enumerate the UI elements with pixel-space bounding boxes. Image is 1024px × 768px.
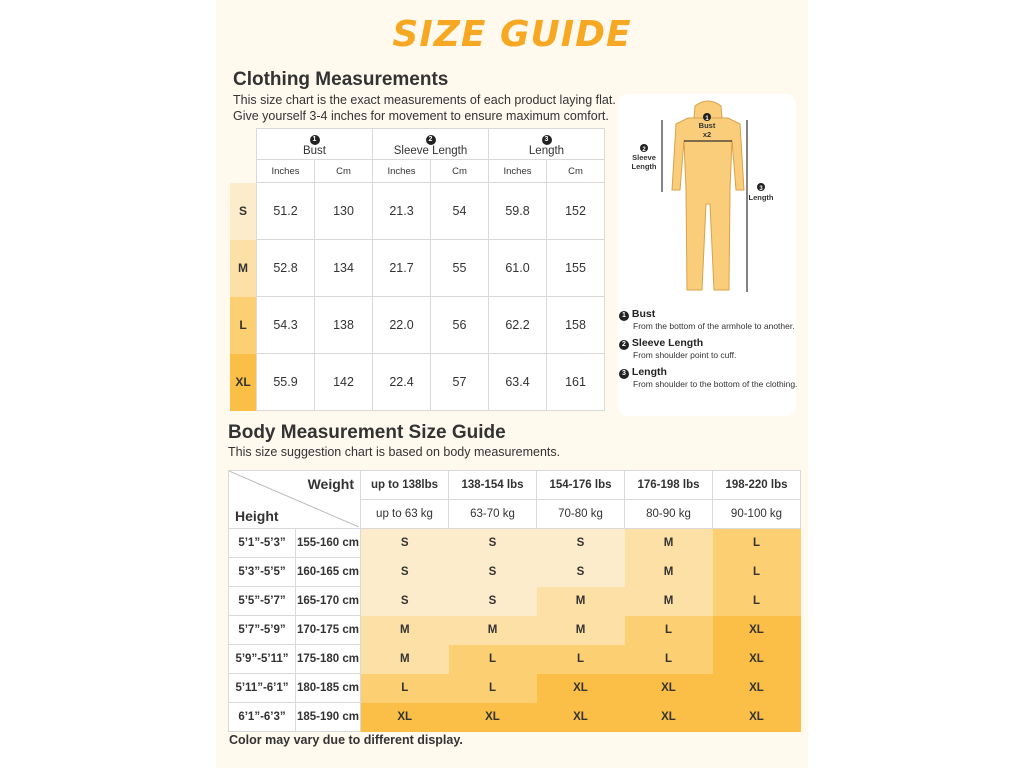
measurement-value: 21.3: [373, 183, 431, 240]
height-cm: 165-170 cm: [296, 587, 361, 616]
weight-label: Weight: [307, 476, 354, 492]
size-guide-page: [216, 0, 808, 768]
measurement-value: 56: [431, 297, 489, 354]
svg-text:3: 3: [759, 186, 763, 192]
page-title: SIZE GUIDE: [392, 14, 632, 55]
measurement-value: 158: [547, 297, 605, 354]
measurement-value: 138: [315, 297, 373, 354]
number-3-badge: 3: [542, 135, 552, 145]
clothing-row: [230, 240, 605, 297]
height-row: [229, 587, 801, 616]
weight-kg-header: 63-70 kg: [449, 500, 537, 529]
body-desc: This size suggestion chart is based on body measurements.: [228, 445, 561, 459]
legend-item-length: [619, 366, 797, 389]
height-cm: 185-190 cm: [296, 703, 361, 732]
height-label: Height: [235, 508, 279, 524]
recommended-size: L: [713, 529, 801, 558]
measurement-value: 134: [315, 240, 373, 297]
group-label: Sleeve Length: [393, 144, 468, 157]
measurement-value: 21.7: [373, 240, 431, 297]
recommended-size: S: [449, 529, 537, 558]
measurement-value: 155: [547, 240, 605, 297]
corner-blank: [230, 129, 257, 160]
group-label: Length: [528, 144, 565, 157]
height-cm: 160-165 cm: [296, 558, 361, 587]
measurement-value: 130: [315, 183, 373, 240]
number-2-badge: 2: [426, 135, 436, 145]
recommended-size: M: [625, 529, 713, 558]
weight-kg-header: up to 63 kg: [361, 500, 449, 529]
unit-header: Cm: [547, 160, 605, 183]
measurement-value: 152: [547, 183, 605, 240]
recommended-size: M: [625, 558, 713, 587]
number-1-badge: 1: [619, 311, 629, 321]
unit-header: Cm: [431, 160, 489, 183]
recommended-size: L: [713, 558, 801, 587]
recommended-size: S: [537, 529, 625, 558]
recommended-size: S: [449, 587, 537, 616]
measurement-value: 22.0: [373, 297, 431, 354]
measurement-value: 63.4: [489, 354, 547, 411]
recommended-size: M: [537, 587, 625, 616]
weight-kg-header: 90-100 kg: [713, 500, 801, 529]
clothing-table: [230, 128, 605, 411]
height-ft: 5’7”-5’9”: [229, 616, 296, 645]
body-heading: Body Measurement Size Guide: [228, 422, 506, 443]
svg-text:1: 1: [705, 116, 709, 122]
number-3-badge: 3: [619, 369, 629, 379]
svg-text:2: 2: [642, 147, 646, 153]
sleeve-label: Sleeve: [632, 153, 656, 162]
measurement-value: 55: [431, 240, 489, 297]
weight-lbs-header: 198-220 lbs: [713, 471, 801, 500]
recommended-size: S: [361, 529, 449, 558]
jumpsuit-diagram: [618, 94, 796, 309]
bust-multiplier: x2: [702, 130, 712, 139]
weight-kg-header: 80-90 kg: [625, 500, 713, 529]
recommended-size: XL: [625, 674, 713, 703]
length-label: Length: [748, 193, 774, 202]
measurement-value: 62.2: [489, 297, 547, 354]
measurement-value: 52.8: [257, 240, 315, 297]
recommended-size: S: [449, 558, 537, 587]
unit-header: Cm: [315, 160, 373, 183]
bust-label: Bust: [698, 121, 716, 130]
recommended-size: M: [361, 645, 449, 674]
group-header-sleeve: [373, 129, 489, 160]
height-row: [229, 558, 801, 587]
clothing-row: [230, 297, 605, 354]
measurement-value: 59.8: [489, 183, 547, 240]
recommended-size: XL: [449, 703, 537, 732]
recommended-size: XL: [713, 674, 801, 703]
height-row: [229, 645, 801, 674]
height-ft: 6’1”-6’3”: [229, 703, 296, 732]
recommended-size: L: [449, 645, 537, 674]
recommended-size: M: [361, 616, 449, 645]
sleeve-marker: [632, 144, 657, 171]
clothing-heading: Clothing Measurements: [233, 69, 449, 90]
recommended-size: M: [449, 616, 537, 645]
unit-header: Inches: [373, 160, 431, 183]
legend-title: Sleeve Length: [631, 337, 704, 349]
height-cm: 155-160 cm: [296, 529, 361, 558]
height-cm: 175-180 cm: [296, 645, 361, 674]
size-label: S: [230, 183, 257, 240]
clothing-row: [230, 354, 605, 411]
legend-item-sleeve: [619, 337, 736, 360]
recommended-size: M: [537, 616, 625, 645]
footer-note: Color may vary due to different display.: [229, 733, 463, 747]
measurement-value: 54: [431, 183, 489, 240]
weight-lbs-header: 176-198 lbs: [625, 471, 713, 500]
legend-title: Length: [631, 366, 667, 378]
recommended-size: XL: [713, 616, 801, 645]
recommended-size: XL: [537, 703, 625, 732]
weight-height-header: [229, 471, 361, 529]
weight-lbs-header: 154-176 lbs: [537, 471, 625, 500]
recommended-size: L: [361, 674, 449, 703]
height-row: [229, 674, 801, 703]
measurement-value: 55.9: [257, 354, 315, 411]
measurement-value: 61.0: [489, 240, 547, 297]
measurement-value: 22.4: [373, 354, 431, 411]
corner-blank: [230, 160, 257, 183]
recommended-size: XL: [713, 645, 801, 674]
height-cm: 180-185 cm: [296, 674, 361, 703]
group-header-length: [489, 129, 605, 160]
height-row: [229, 703, 801, 732]
legend-desc: From shoulder point to cuff.: [633, 350, 737, 360]
number-2-badge: 2: [619, 340, 629, 350]
measurement-value: 161: [547, 354, 605, 411]
height-ft: 5’3”-5’5”: [229, 558, 296, 587]
recommended-size: XL: [625, 703, 713, 732]
number-1-badge: 1: [310, 135, 320, 145]
legend-title: Bust: [631, 308, 656, 320]
group-label: Bust: [302, 144, 326, 157]
recommended-size: L: [449, 674, 537, 703]
recommended-size: M: [625, 587, 713, 616]
measurement-value: 51.2: [257, 183, 315, 240]
clothing-desc-2: Give yourself 3-4 inches for movement to ensure maximum comfort.: [233, 109, 609, 123]
height-ft: 5’9”-5’11”: [229, 645, 296, 674]
sleeve-label-2: Length: [631, 162, 657, 171]
height-ft: 5’5”-5’7”: [229, 587, 296, 616]
recommended-size: L: [713, 587, 801, 616]
legend-desc: From the bottom of the armhole to another.: [633, 321, 795, 331]
recommended-size: XL: [537, 674, 625, 703]
recommended-size: XL: [713, 703, 801, 732]
weight-lbs-header: up to 138lbs: [361, 471, 449, 500]
size-label: XL: [230, 354, 257, 411]
unit-header: Inches: [489, 160, 547, 183]
height-ft: 5’11”-6’1”: [229, 674, 296, 703]
weight-lbs-header: 138-154 lbs: [449, 471, 537, 500]
recommended-size: S: [361, 558, 449, 587]
recommended-size: S: [537, 558, 625, 587]
body-size-table: [228, 470, 801, 732]
recommended-size: L: [625, 616, 713, 645]
height-ft: 5’1”-5’3”: [229, 529, 296, 558]
legend-desc: From shoulder to the bottom of the clothing.: [633, 379, 798, 389]
size-label: L: [230, 297, 257, 354]
weight-kg-header: 70-80 kg: [537, 500, 625, 529]
measurement-value: 57: [431, 354, 489, 411]
height-cm: 170-175 cm: [296, 616, 361, 645]
recommended-size: S: [361, 587, 449, 616]
unit-header: Inches: [257, 160, 315, 183]
clothing-desc-1: This size chart is the exact measurements of each product laying flat.: [233, 93, 616, 107]
recommended-size: L: [625, 645, 713, 674]
recommended-size: XL: [361, 703, 449, 732]
legend-item-bust: [619, 308, 795, 331]
measurement-value: 54.3: [257, 297, 315, 354]
clothing-row: [230, 183, 605, 240]
group-header-bust: [257, 129, 373, 160]
measurement-value: 142: [315, 354, 373, 411]
size-label: M: [230, 240, 257, 297]
height-row: [229, 616, 801, 645]
height-row: [229, 529, 801, 558]
recommended-size: L: [537, 645, 625, 674]
length-marker: [749, 183, 774, 202]
